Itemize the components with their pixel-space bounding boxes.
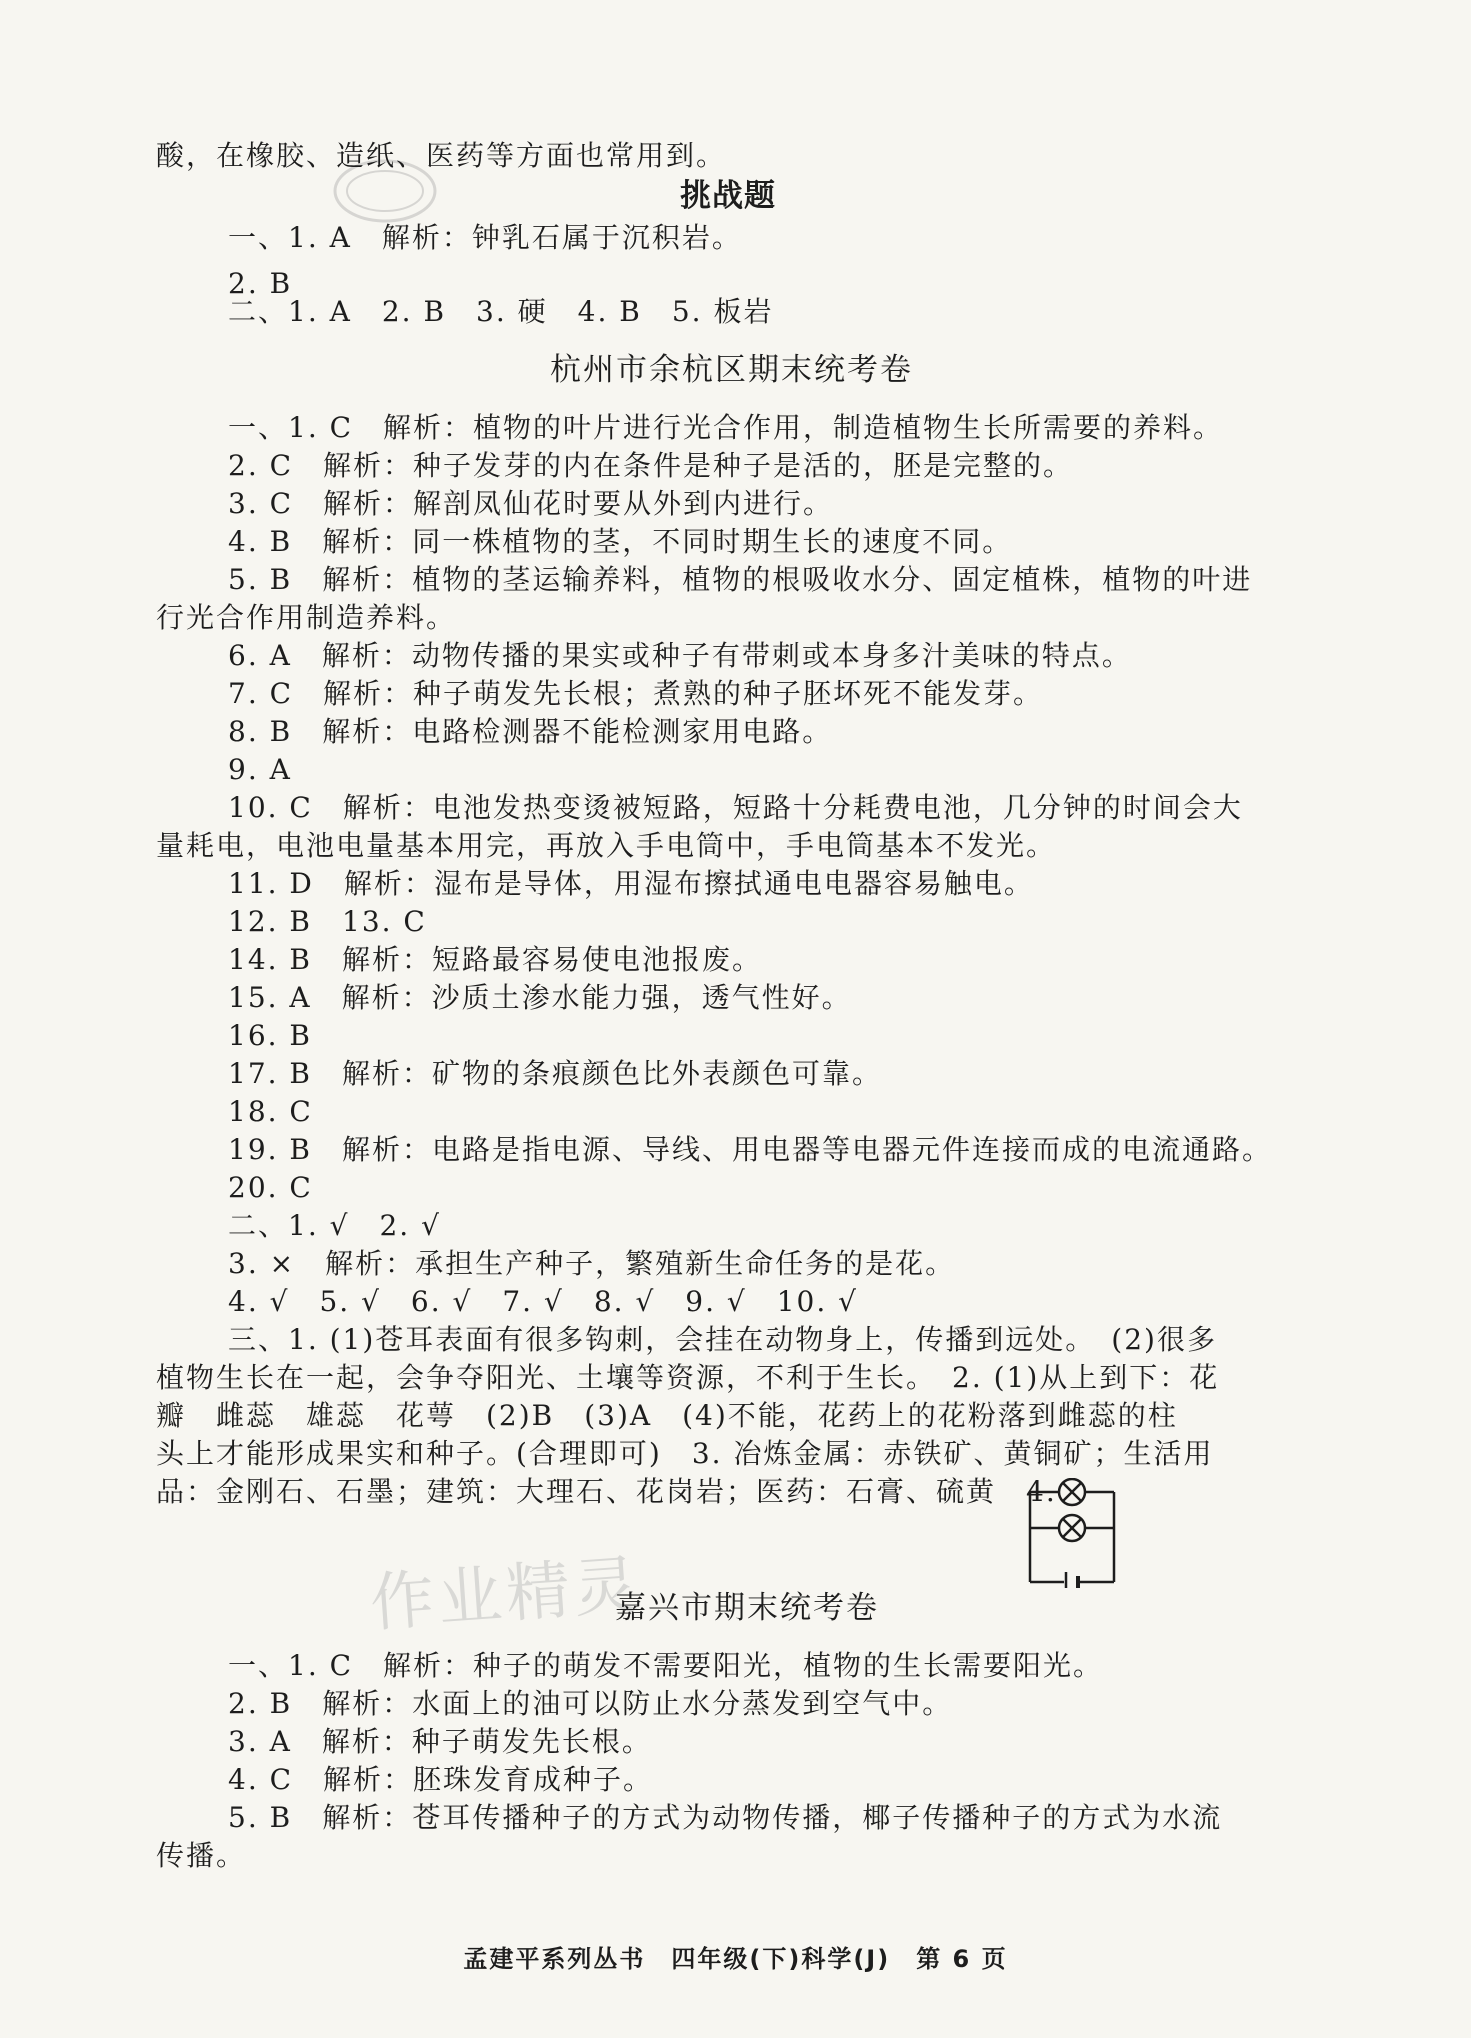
answer-line: 传播。 [156,1839,247,1872]
answer-line: 一、1. C 解析：植物的叶片进行光合作用，制造植物生长所需要的养料。 [228,411,1224,444]
answer-line: 8. B 解析：电路检测器不能检测家用电路。 [228,715,833,748]
text-line-continuation: 酸，在橡胶、造纸、医药等方面也常用到。 [156,139,727,172]
answer-line: 三、1. (1)苍耳表面有很多钩刺，会挂在动物身上，传播到远处。 (2)很多 [228,1323,1217,1356]
answer-line: 4. C 解析：胚珠发育成种子。 [228,1763,654,1796]
answer-line: 3. C 解析：解剖凤仙花时要从外到内进行。 [228,487,834,520]
watermark-text: 作业精灵 [367,1548,645,1642]
answer-line: 19. B 解析：电路是指电源、导线、用电器等电器元件连接而成的电流通路。 [228,1133,1273,1166]
answer-line: 2. B 解析：水面上的油可以防止水分蒸发到空气中。 [228,1687,953,1720]
answer-line: 植物生长在一起，会争夺阳光、土壤等资源，不利于生长。 2. (1)从上到下：花 [156,1361,1220,1394]
answer-line: 行光合作用制造养料。 [156,601,457,634]
answer-line: 2. C 解析：种子发芽的内在条件是种子是活的，胚是完整的。 [228,449,1074,482]
answer-line: 2. B [228,267,293,300]
parallel-circuit-diagram [1022,1478,1122,1588]
answer-line: 头上才能形成果实和种子。(合理即可) 3. 冶炼金属：赤铁矿、黄铜矿；生活用 [156,1437,1214,1470]
answer-line: 5. B 解析：苍耳传播种子的方式为动物传播，椰子传播种子的方式为水流 [228,1801,1223,1834]
page-footer: 孟建平系列丛书 四年级(下)科学(J) 第 6 页 [463,1945,1008,1973]
bulb-icon [1059,1479,1085,1505]
answer-line: 7. C 解析：种子萌发先长根；煮熟的种子胚坏死不能发芽。 [228,677,1044,710]
section-title-yuhang: 杭州市余杭区期末统考卷 [550,352,913,388]
answer-line: 18. C [228,1095,313,1128]
answer-line: 6. A 解析：动物传播的果实或种子有带刺或本身多汁美味的特点。 [228,639,1132,672]
answer-line: 二、1. A 2. B 3. 硬 4. B 5. 板岩 [228,295,774,328]
answer-line: 一、1. A 解析：钟乳石属于沉积岩。 [228,221,742,254]
bulb-icon [1059,1515,1085,1541]
answer-line: 一、1. C 解析：种子的萌发不需要阳光，植物的生长需要阳光。 [228,1649,1104,1682]
answer-line: 3. × 解析：承担生产种子，繁殖新生命任务的是花。 [228,1247,956,1280]
answer-line: 16. B [228,1019,313,1052]
answer-line: 20. C [228,1171,313,1204]
answer-line: 11. D 解析：湿布是导体，用湿布擦拭通电电器容易触电。 [228,867,1034,900]
answer-line: 品：金刚石、石墨；建筑：大理石、花岗岩；医药：石膏、硫黄 4. [156,1475,1057,1508]
answer-line: 17. B 解析：矿物的条痕颜色比外表颜色可靠。 [228,1057,883,1090]
answer-line: 3. A 解析：种子萌发先长根。 [228,1725,652,1758]
section-title-challenge: 挑战题 [680,178,776,214]
answer-line: 瓣 雌蕊 雄蕊 花萼 (2)B (3)A (4)不能，花药上的花粉落到雌蕊的柱 [156,1399,1178,1432]
section-title-jiaxing: 嘉兴市期末统考卷 [615,1590,879,1626]
answer-line: 4. B 解析：同一株植物的茎，不同时期生长的速度不同。 [228,525,1013,558]
answer-line: 二、1. √ 2. √ [228,1209,441,1242]
answer-line: 4. √ 5. √ 6. √ 7. √ 8. √ 9. √ 10. √ [228,1285,859,1318]
answer-line: 14. B 解析：短路最容易使电池报废。 [228,943,763,976]
answer-line: 12. B 13. C [228,905,427,938]
answer-line: 15. A 解析：沙质土渗水能力强，透气性好。 [228,981,852,1014]
answer-line: 5. B 解析：植物的茎运输养料，植物的根吸收水分、固定植株，植物的叶进 [228,563,1253,596]
answer-line: 10. C 解析：电池发热变烫被短路，短路十分耗费电池，几分钟的时间会大 [228,791,1243,824]
answer-line: 9. A [228,753,292,786]
battery-icon [1066,1572,1078,1588]
answer-line: 量耗电，电池电量基本用完，再放入手电筒中，手电筒基本不发光。 [156,829,1057,862]
